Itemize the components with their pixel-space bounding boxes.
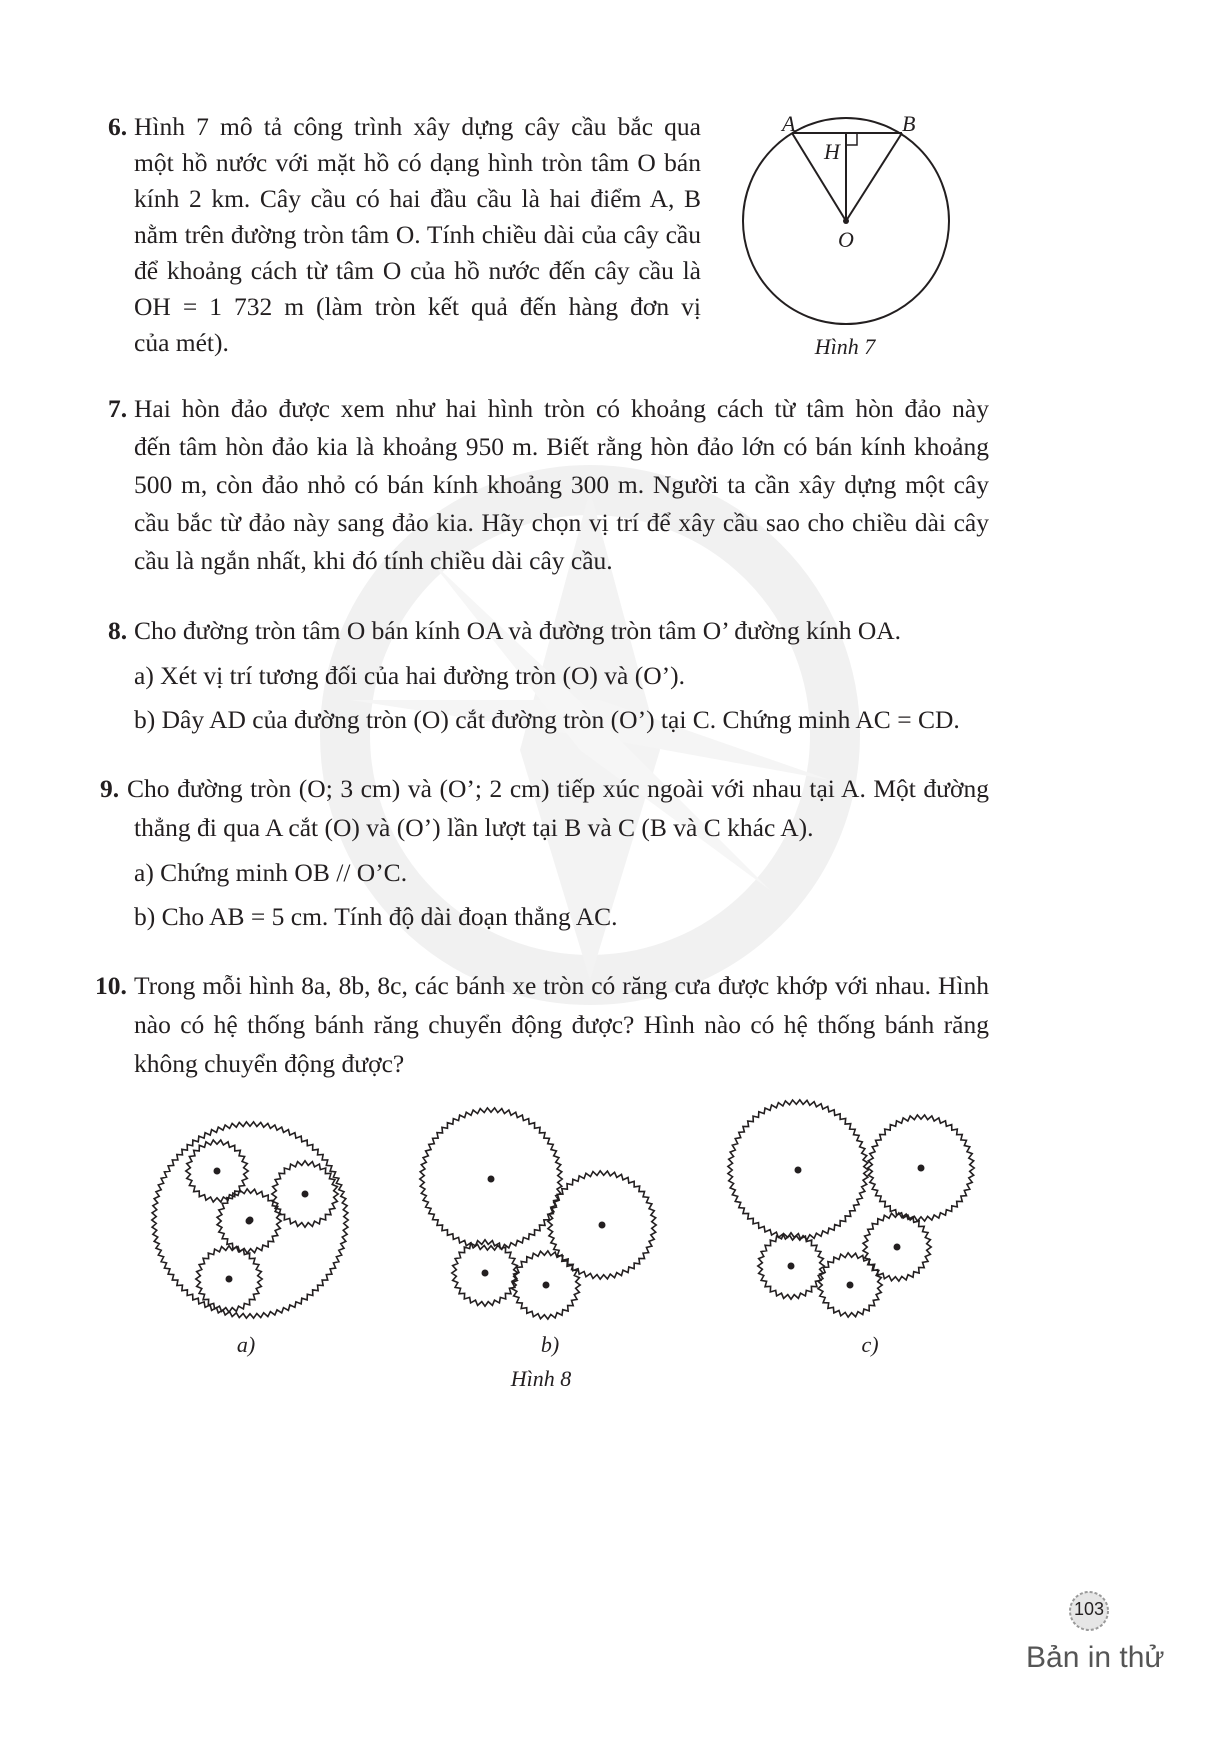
problem-line: Hai hòn đảo được xem như hai hình tròn có khoảng cách từ tâm hòn đảo này <box>134 394 989 423</box>
gear-c-4-center <box>788 1263 795 1270</box>
figure-7-diagram <box>730 105 970 345</box>
gear-a-2-center <box>302 1191 309 1198</box>
problem-line: nào có hệ thống bánh răng chuyển động được? Hình nào có hệ thống bánh răng <box>134 1010 989 1039</box>
gear-a-1-center <box>214 1168 221 1175</box>
page-number: 103 <box>1073 1599 1105 1619</box>
problem-line: kính 2 km. Cây cầu có hai đầu cầu là hai điểm A, B <box>134 184 701 213</box>
label-a: A <box>782 111 796 136</box>
print-proof-label: Bản in thử <box>1026 1641 1165 1674</box>
subquestion-b: b) Cho AB = 5 cm. Tính độ dài đoạn thẳng AC. <box>134 902 618 931</box>
problem-line: 500 m, còn đảo nhỏ có bán kính khoảng 300 m. Người ta cần xây dựng một cây <box>134 470 989 499</box>
problem-line: OH = 1 732 m (làm tròn kết quả đến hàng đơn vị <box>134 292 701 321</box>
problem-line: nằm trên đường tròn tâm O. Tính chiều dài của cây cầu <box>134 220 701 249</box>
problem-stem: Cho đường tròn tâm O bán kính OA và đường tròn tâm O’ đường kính OA. <box>134 616 902 645</box>
problem-line: Trong mỗi hình 8a, 8b, 8c, các bánh xe tròn có răng cưa được khớp với nhau. Hình <box>134 971 989 1000</box>
gear-b-4-center <box>543 1282 550 1289</box>
label-b: B <box>902 111 916 136</box>
problem-number: 6. <box>108 112 128 141</box>
problem-line: cầu là ngắn nhất, khi đó tính chiều dài cây cầu. <box>134 546 613 575</box>
gear-a-3-center <box>246 1218 253 1225</box>
problem-line: một hồ nước với mặt hồ có dạng hình tròn tâm O bán <box>134 148 701 177</box>
gear-a-4-center <box>226 1276 233 1283</box>
gear-c-5-center <box>847 1282 854 1289</box>
gear-c-3-center <box>894 1244 901 1251</box>
label-o: O <box>838 227 854 252</box>
figure-8-gears-diagram <box>0 1080 1226 1340</box>
problem-number: 7. <box>108 394 128 423</box>
figure-8b-label: b) <box>540 1332 560 1357</box>
problem-line: cầu bắc từ đảo này sang đảo kia. Hãy chọn vị trí để xây cầu sao cho chiều dài cây <box>134 508 989 537</box>
problem-line: Hình 7 mô tả công trình xây dựng cây cầu bắc qua <box>134 112 701 141</box>
subquestion-b: b) Dây AD của đường tròn (O) cắt đường tròn (O’) tại C. Chứng minh AC = CD. <box>134 705 960 734</box>
figure-8a-label: a) <box>236 1332 256 1357</box>
gear-b-3-center <box>482 1270 489 1277</box>
problem-number: 8. <box>108 616 128 645</box>
figure-8c-label: c) <box>861 1332 879 1357</box>
gear-c-2-center <box>918 1165 925 1172</box>
figure-7-caption: Hình 7 <box>814 334 876 359</box>
gear-b-1-center <box>488 1176 495 1183</box>
gear-c-1-center <box>795 1167 802 1174</box>
problem-line: của mét). <box>134 328 229 357</box>
gear-b-2-center <box>599 1222 606 1229</box>
problem-line: thẳng đi qua A cắt (O) và (O’) lần lượt tại B và C (B và C khác A). <box>134 813 814 842</box>
problem-line: Cho đường tròn (O; 3 cm) và (O’; 2 cm) tiếp xúc ngoài với nhau tại A. Một đường <box>127 774 989 803</box>
label-h: H <box>824 139 840 164</box>
subquestion-a: a) Chứng minh OB // O’C. <box>134 858 408 887</box>
problem-line: đến tâm hòn đảo kia là khoảng 950 m. Biết rằng hòn đảo lớn có bán kính khoảng <box>134 432 989 461</box>
problem-number: 10. <box>95 971 127 1000</box>
problem-line: không chuyển động được? <box>134 1049 405 1078</box>
problem-line: để khoảng cách từ tâm O của hồ nước đến cây cầu là <box>134 256 701 285</box>
figure-8-caption: Hình 8 <box>510 1366 572 1391</box>
subquestion-a: a) Xét vị trí tương đối của hai đường tròn (O) và (O’). <box>134 661 686 690</box>
problem-number: 9. <box>100 774 120 803</box>
